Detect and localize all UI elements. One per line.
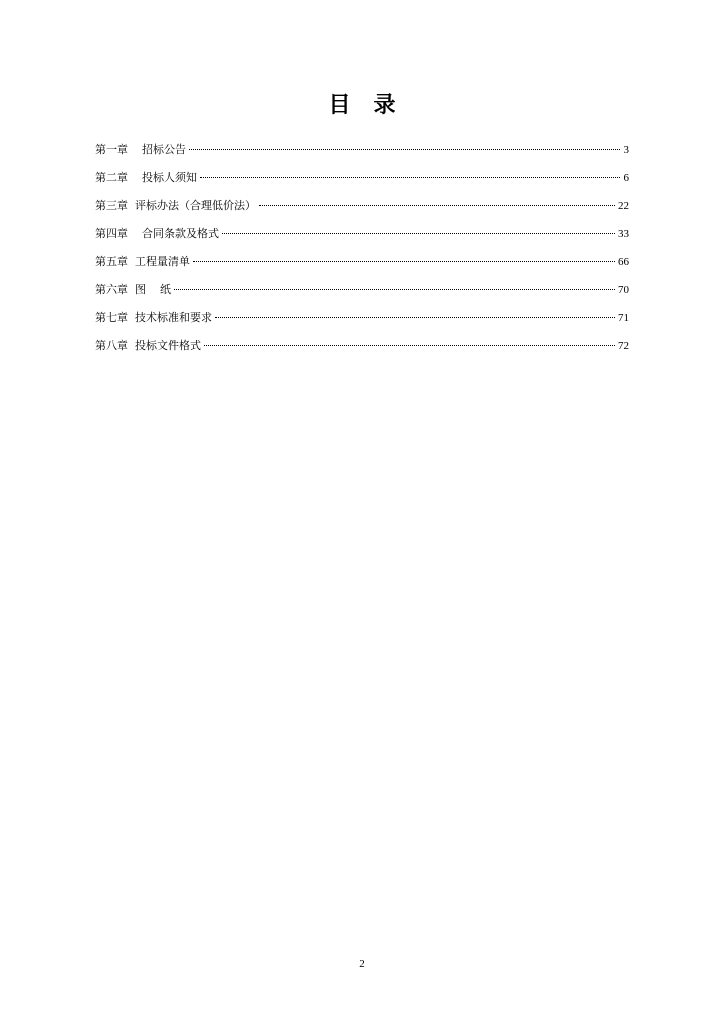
page-number: 2	[359, 958, 365, 970]
toc-dot-leader	[204, 345, 615, 346]
toc-entry-chapter-5[interactable]	[95, 254, 629, 282]
toc-entry-label: 第四章 合同条款及格式	[95, 227, 219, 240]
toc-dot-leader	[193, 261, 615, 262]
toc-entry-label: 第七章 技术标准和要求	[95, 311, 212, 324]
toc-dot-leader	[215, 317, 615, 318]
toc-entry-chapter-3[interactable]	[95, 198, 629, 226]
toc-entry-page: 6	[623, 172, 629, 184]
toc-entry-chapter-4[interactable]	[95, 226, 629, 254]
toc-dot-leader	[259, 205, 615, 206]
toc-dot-leader	[200, 177, 620, 178]
toc-entry-page: 33	[618, 228, 629, 240]
toc-entry-label: 第五章 工程量清单	[95, 255, 190, 268]
toc-dot-leader	[222, 233, 615, 234]
toc-dot-leader	[174, 289, 615, 290]
toc-entry-label: 第六章 图 纸	[95, 283, 171, 296]
toc-entry-chapter-8[interactable]	[95, 338, 629, 366]
toc-entry-label: 第八章 投标文件格式	[95, 339, 201, 352]
toc-entry-page: 66	[618, 256, 629, 268]
toc-entry-page: 22	[618, 200, 629, 212]
toc-entry-chapter-1[interactable]	[95, 142, 629, 170]
toc-entry-label: 第三章 评标办法（合理低价法）	[95, 199, 256, 212]
toc-entry-page: 72	[618, 340, 629, 352]
toc-entry-page: 3	[623, 144, 629, 156]
toc-entry-label: 第二章 投标人须知	[95, 171, 197, 184]
table-of-contents	[95, 142, 629, 366]
toc-entry-label: 第一章 招标公告	[95, 143, 186, 156]
toc-entry-chapter-7[interactable]	[95, 310, 629, 338]
toc-entry-chapter-6[interactable]	[95, 282, 629, 310]
toc-entry-page: 71	[618, 312, 629, 324]
page-title: 目 录	[328, 92, 396, 118]
toc-dot-leader	[189, 149, 620, 150]
toc-entry-chapter-2[interactable]	[95, 170, 629, 198]
toc-entry-page: 70	[618, 284, 629, 296]
